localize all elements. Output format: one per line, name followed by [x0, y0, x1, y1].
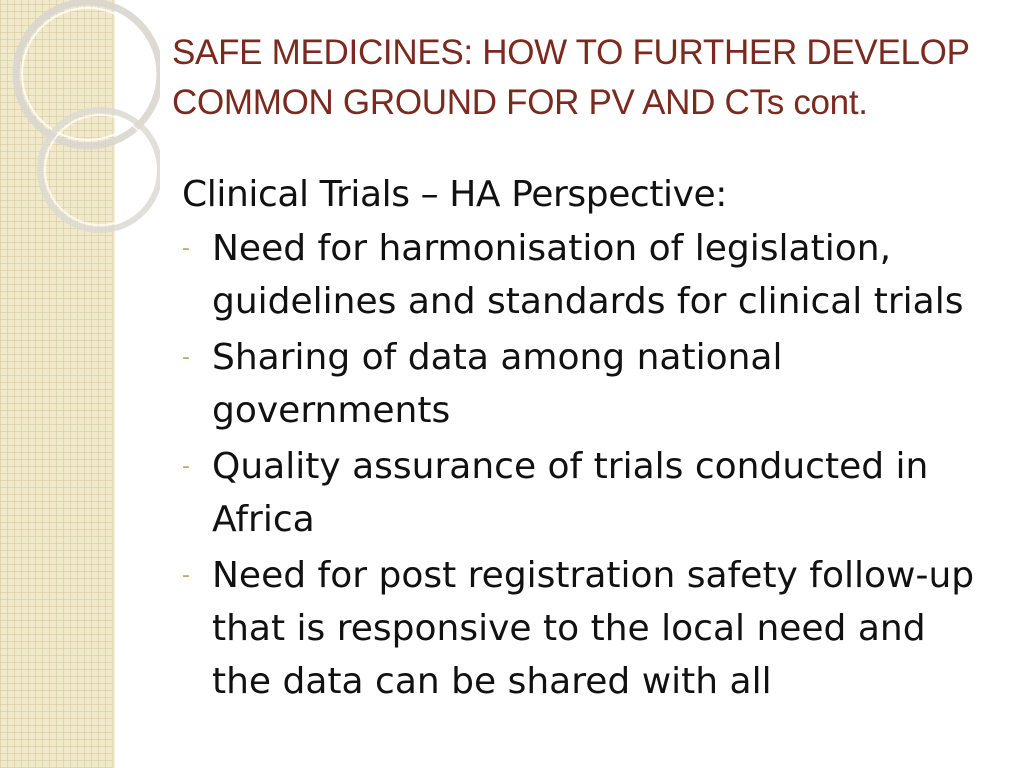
bullet-dash: -	[182, 236, 190, 261]
bullet-item	[182, 222, 992, 328]
bullet-item	[182, 440, 992, 546]
bullet-text: Need for harmonisation of legislation, guidelines and standards for clinical trials	[212, 228, 964, 322]
decorative-rings	[0, 0, 160, 260]
bullet-dash: -	[182, 563, 190, 588]
bullet-list	[182, 222, 992, 708]
bullet-dash: -	[182, 345, 190, 370]
small-ring-highlight	[45, 115, 155, 225]
bullet-item	[182, 331, 992, 437]
bullet-text: Need for post registration safety follow-up that is responsive to the local need and the data can be shared with all	[212, 555, 975, 702]
bullet-text: Quality assurance of trials conducted in Africa	[212, 446, 929, 540]
bullet-item	[182, 549, 992, 708]
slide-subtitle: Clinical Trials – HA Perspective:	[182, 174, 728, 215]
bullet-text: Sharing of data among national governments	[212, 337, 783, 431]
slide-content	[182, 168, 992, 711]
bullet-dash: -	[182, 454, 190, 479]
small-ring	[40, 110, 160, 230]
slide-title: SAFE MEDICINES: HOW TO FURTHER DEVELOP COMMON GROUND FOR PV AND CTs cont.	[172, 33, 969, 122]
